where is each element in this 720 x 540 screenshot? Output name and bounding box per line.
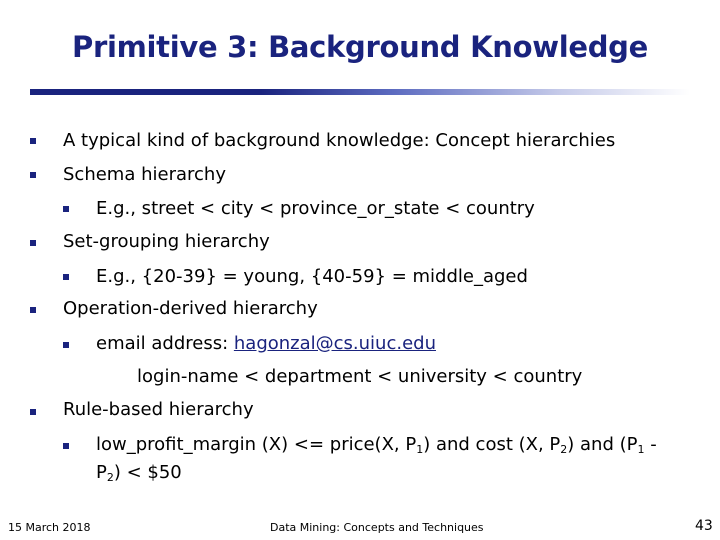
page-number: 43	[695, 518, 713, 534]
rule-text: ) and (P	[567, 434, 638, 455]
footer-date: 15 March 2018	[8, 521, 91, 534]
bullet-concept-hierarchies: A typical kind of background knowledge: Concept hierarchies	[63, 130, 616, 151]
bullet-rule-based-hierarchy: Rule-based hierarchy	[63, 399, 254, 420]
sub-bullet-email-continuation: login-name < department < university < country	[137, 366, 583, 387]
rule-text: P	[96, 462, 107, 483]
rule-subscript: 2	[560, 443, 568, 456]
footer-course-title: Data Mining: Concepts and Techniques	[270, 521, 484, 534]
sub-bullet-marker	[63, 342, 69, 348]
rule-subscript: 2	[106, 471, 114, 484]
rule-text: ) and cost (X, P	[423, 434, 561, 455]
bullet-marker	[30, 240, 36, 246]
sub-bullet-marker	[63, 443, 69, 449]
sub-bullet-marker	[63, 274, 69, 280]
bullet-set-grouping-hierarchy: Set-grouping hierarchy	[63, 231, 270, 252]
slide-title: Primitive 3: Background Knowledge	[71, 30, 648, 64]
email-link[interactable]: hagonzal@cs.uiuc.edu	[233, 333, 436, 354]
bullet-marker	[30, 172, 36, 178]
sub-bullet-schema-example: E.g., street < city < province_or_state < country	[96, 198, 535, 219]
bullet-marker	[30, 409, 36, 415]
bullet-marker	[30, 138, 36, 144]
rule-text: -	[644, 434, 657, 455]
sub-bullet-set-grouping-example: E.g., {20-39} = young, {40-59} = middle_aged	[96, 266, 528, 287]
sub-bullet-rule-line2	[96, 461, 182, 485]
email-label: email address:	[96, 333, 234, 354]
rule-text: ) < $50	[113, 462, 182, 483]
sub-bullet-rule-line1	[96, 433, 657, 457]
rule-text: low_profit_margin (X) <= price(X, P	[96, 434, 417, 455]
bullet-operation-derived-hierarchy: Operation-derived hierarchy	[63, 298, 318, 319]
bullet-schema-hierarchy: Schema hierarchy	[63, 164, 226, 185]
bullet-marker	[30, 307, 36, 313]
rule-subscript: 1	[416, 443, 424, 456]
title-underline	[30, 89, 690, 95]
sub-bullet-marker	[63, 206, 69, 212]
sub-bullet-email-address	[96, 332, 436, 356]
rule-subscript: 1	[637, 443, 645, 456]
